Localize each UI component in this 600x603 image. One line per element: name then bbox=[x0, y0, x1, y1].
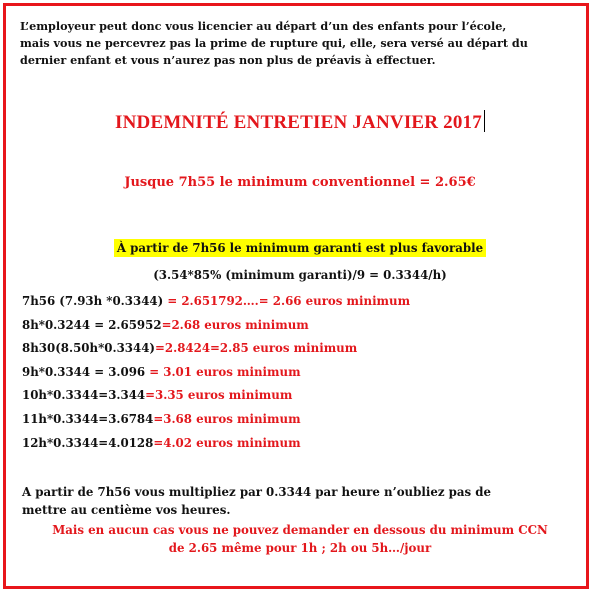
calculation-result: =3.68 euros minimum bbox=[153, 411, 301, 426]
calculation-result: = 2.651792….= 2.66 euros minimum bbox=[167, 294, 411, 308]
page-title bbox=[0, 110, 600, 134]
highlighted-notice bbox=[0, 241, 600, 255]
calculation-result: = 3.01 euros minimum bbox=[149, 364, 301, 379]
intro-line: dernier enfant et vous n’aurez pas non plus de préavis à effectuer. bbox=[20, 53, 436, 67]
instruction-line: A partir de 7h56 vous multipliez par 0.3344 par heure n’oubliez pas de bbox=[22, 485, 492, 499]
formula-line: (3.54*85% (minimum garanti)/9 = 0.3344/h) bbox=[153, 268, 447, 282]
warning-line: de 2.65 même pour 1h ; 2h ou 5h…/jour bbox=[168, 541, 432, 555]
calculation-row bbox=[22, 434, 582, 458]
page-title-text: INDEMNITÉ ENTRETIEN JANVIER 2017 bbox=[115, 112, 482, 133]
calculation-expression: 8h30(8.50h*0.3344) bbox=[22, 341, 155, 356]
highlighted-notice-text: À partir de 7h56 le minimum garanti est plus favorable bbox=[114, 239, 486, 257]
minimum-conventional-subtitle: Jusque 7h55 le minimum conventionnel = 2.65€ bbox=[124, 175, 476, 190]
calculation-row bbox=[22, 363, 582, 387]
calculation-result: =2.68 euros minimum bbox=[161, 317, 309, 332]
instruction-line: mettre au centième vos heures. bbox=[22, 503, 231, 517]
calculation-expression: 10h*0.3344=3.344 bbox=[22, 388, 146, 403]
warning-paragraph bbox=[0, 521, 600, 557]
intro-line: L’employeur peut donc vous licencier au départ d’un des enfants pour l’école, bbox=[20, 19, 507, 33]
calculation-expression: 9h*0.3344 = 3.096 bbox=[22, 364, 150, 379]
calculation-result: =2.8424=2.85 euros minimum bbox=[155, 341, 358, 356]
calculation-result: =4.02 euros minimum bbox=[153, 435, 301, 450]
calculation-expression: 7h56 (7.93h *0.3344) bbox=[22, 294, 168, 308]
calculation-expression: 11h*0.3344=3.6784 bbox=[22, 411, 154, 426]
calculation-result: =3.35 euros minimum bbox=[145, 388, 293, 403]
intro-paragraph bbox=[20, 18, 580, 69]
calculation-row bbox=[22, 386, 582, 410]
warning-line: Mais en aucun cas vous ne pouvez demander en dessous du minimum CCN bbox=[52, 523, 548, 537]
calculation-row bbox=[22, 410, 582, 434]
calculation-row bbox=[22, 316, 582, 340]
calculation-row bbox=[22, 339, 582, 363]
calculation-row bbox=[22, 292, 582, 316]
calculation-list bbox=[22, 292, 582, 457]
calculation-expression: 12h*0.3344=4.0128 bbox=[22, 435, 154, 450]
instruction-paragraph bbox=[22, 483, 567, 519]
calculation-expression: 8h*0.3244 = 2.65952 bbox=[22, 317, 162, 332]
intro-line: mais vous ne percevrez pas la prime de rupture qui, elle, sera versé au départ du bbox=[20, 36, 528, 50]
text-cursor bbox=[484, 110, 485, 132]
